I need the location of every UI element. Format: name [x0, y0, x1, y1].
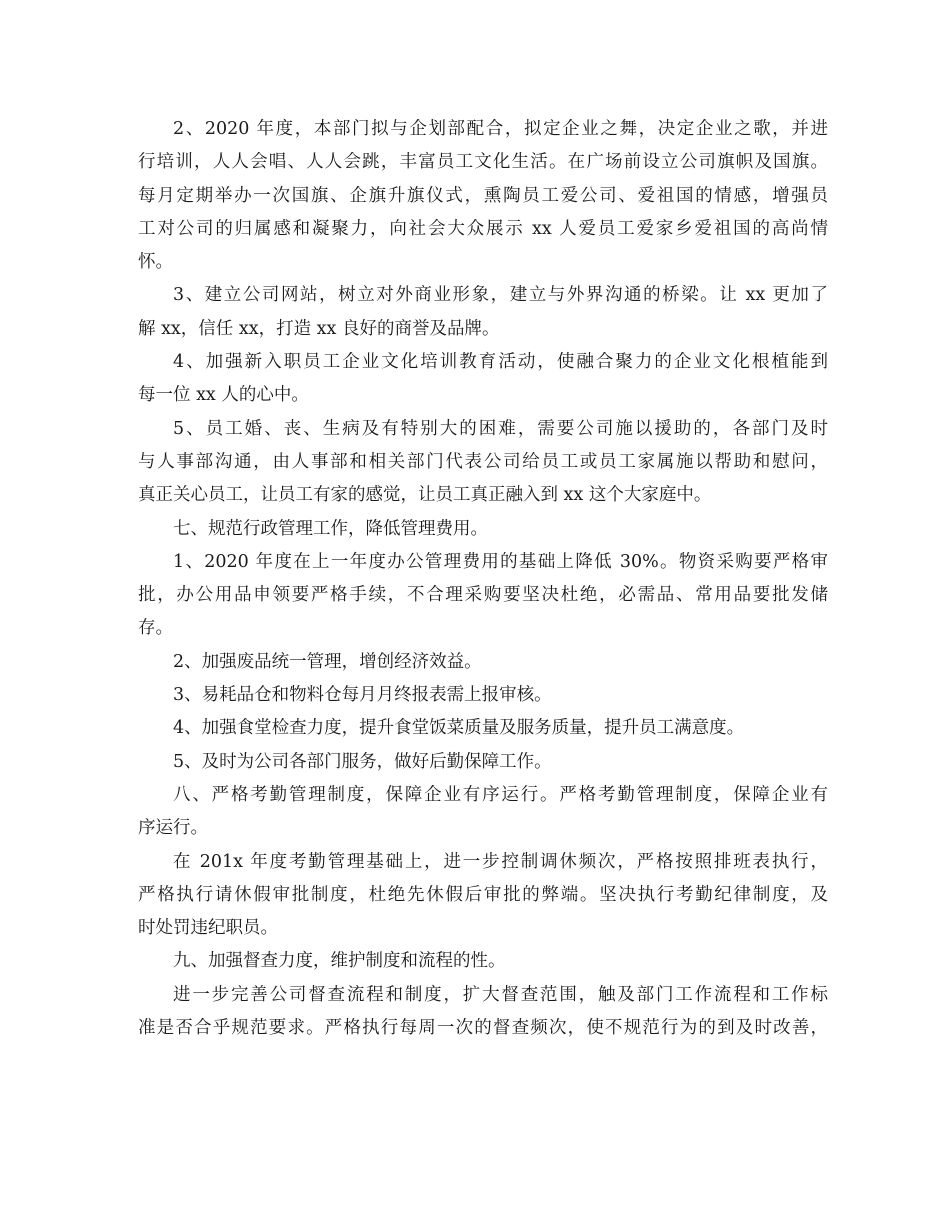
text-line-24: 严格执行请休假审批制度，杜绝先休假后审批的弊端。坚决执行考勤纪律制度，及	[138, 884, 828, 905]
text-line-6: 3、建立公司网站，树立对外商业形象，建立与外界沟通的桥梁。让 xx 更加了	[173, 285, 828, 306]
text-line-5: 怀。	[138, 252, 173, 273]
text-line-25: 时处罚违纪职员。	[138, 918, 278, 939]
text-line-16: 存。	[138, 618, 173, 639]
text-line-17: 2、加强废品统一管理，增创经济效益。	[173, 651, 482, 672]
text-line-9: 每一位 xx 人的心中。	[138, 385, 309, 406]
text-line-14: 1、2020 年度在上一年度办公管理费用的基础上降低 30%。物资采购要严格审	[173, 551, 828, 572]
text-line-28: 准是否合乎规范要求。严格执行每周一次的督查频次，使不规范行为的到及时改善，	[138, 1018, 828, 1039]
document-body	[138, 113, 828, 1045]
text-line-1: 2、2020 年度，本部门拟与企划部配合，拟定企业之舞，决定企业之歌，并进	[173, 119, 828, 139]
text-line-15: 批，办公用品申领要严格手续，不合理采购要坚决杜绝，必需品、常用品要批发储	[138, 585, 828, 606]
text-line-22: 序运行。	[138, 818, 208, 839]
text-line-10: 5、员工婚、丧、生病及有特别大的困难，需要公司施以援助的，各部门及时	[173, 418, 828, 439]
text-line-11: 与人事部沟通，由人事部和相关部门代表公司给员工或员工家属施以帮助和慰问，	[138, 451, 828, 472]
text-line-19: 4、加强食堂检查力度，提升食堂饭菜质量及服务质量，提升员工满意度。	[173, 718, 745, 739]
section-heading-8: 八、严格考勤管理制度，保障企业有序运行。严格考勤管理制度，保障企业有	[173, 784, 828, 805]
text-line-12: 真正关心员工，让员工有家的感觉，让员工真正融入到 xx 这个大家庭中。	[138, 485, 712, 506]
section-heading-7: 七、规范行政管理工作，降低管理费用。	[173, 518, 488, 539]
text-line-20: 5、及时为公司各部门服务，做好后勤保障工作。	[173, 751, 552, 772]
text-line-27: 进一步完善公司督查流程和制度，扩大督查范围，触及部门工作流程和工作标	[173, 984, 828, 1005]
text-line-18: 3、易耗品仓和物料仓每月月终报表需上报审核。	[173, 685, 552, 706]
text-line-4: 工对公司的归属感和凝聚力，向社会大众展示 xx 人爱员工爱家乡爱祖国的高尚情	[138, 218, 828, 239]
text-line-8: 4、加强新入职员工企业文化培训教育活动，使融合聚力的企业文化根植能到	[173, 352, 828, 373]
text-line-3: 每月定期举办一次国旗、企旗升旗仪式，熏陶员工爱公司、爱祖国的情感，增强员	[138, 185, 828, 206]
text-line-23: 在 201x 年度考勤管理基础上，进一步控制调休频次，严格按照排班表执行，	[173, 851, 828, 872]
section-heading-9: 九、加强督查力度，维护制度和流程的性。	[173, 951, 506, 972]
text-line-7: 解 xx，信任 xx，打造 xx 良好的商誉及品牌。	[138, 318, 500, 339]
text-line-2: 行培训，人人会唱、人人会跳，丰富员工文化生活。在广场前设立公司旗帜及国旗。	[138, 152, 828, 173]
